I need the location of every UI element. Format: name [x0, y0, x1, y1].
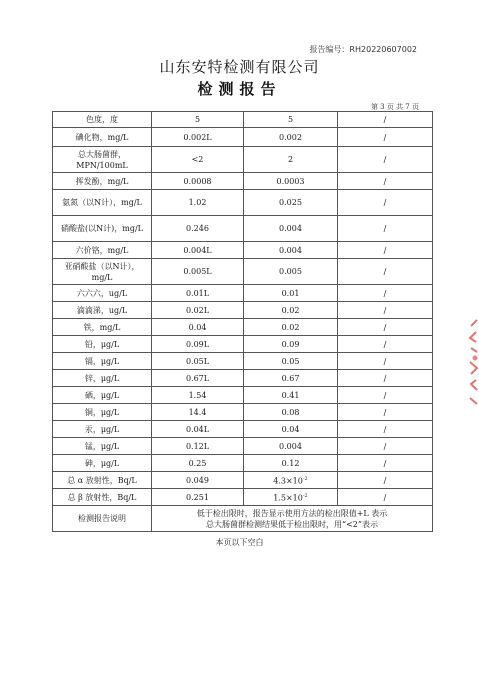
- value-cell: /: [338, 489, 433, 506]
- value-cell: 0.25: [152, 455, 244, 472]
- notes-cell: [152, 506, 433, 532]
- value-cell: /: [338, 112, 433, 128]
- value-cell: 0.09: [244, 336, 338, 353]
- seal-stamp-mark: [470, 320, 477, 404]
- company-name: 山东安特检测有限公司: [159, 58, 320, 76]
- item-cell: 锰，μg/L: [53, 438, 152, 455]
- value-cell: 0.01: [244, 285, 338, 302]
- table-row: [53, 147, 433, 173]
- value-cell: <2: [152, 147, 244, 173]
- value-cell: 0.04: [152, 319, 244, 336]
- value-exponent: -2: [302, 492, 308, 499]
- item-cell: 砷，μg/L: [53, 455, 152, 472]
- table-row: [53, 216, 433, 242]
- value-cell: 0.002: [244, 128, 338, 147]
- value-cell: 0.005L: [152, 259, 244, 285]
- value-cell: /: [338, 472, 433, 489]
- item-cell: 总 β 放射性，Bq/L: [53, 489, 152, 506]
- value-cell: /: [338, 302, 433, 319]
- value-cell: 0.67L: [152, 370, 244, 387]
- item-cell: 铁，mg/L: [53, 319, 152, 336]
- notes-line-1: 低于检出限时，报告显示使用方法的检出限值+L 表示: [196, 508, 388, 518]
- value-cell: 14.4: [152, 404, 244, 421]
- item-cell: 六价铬，mg/L: [53, 242, 152, 259]
- table-row: [53, 336, 433, 353]
- value-cell: 0.025: [244, 190, 338, 216]
- value-cell: 0.05: [244, 353, 338, 370]
- table-row: [53, 319, 433, 336]
- value-cell: 0.02: [244, 319, 338, 336]
- notes-row: [53, 506, 433, 532]
- table-row: [53, 242, 433, 259]
- value-cell: 0.09L: [152, 336, 244, 353]
- seal-stamp-edge: [467, 318, 479, 410]
- item-cell: 氨氮（以N计），mg/L: [53, 190, 152, 216]
- value-cell: 0.67: [244, 370, 338, 387]
- item-cell: 滴滴涕，ug/L: [53, 302, 152, 319]
- results-table-body: [53, 112, 433, 532]
- table-row: [53, 489, 433, 506]
- value-cell: /: [338, 387, 433, 404]
- item-cell: 亚硝酸盐（以N计），mg/L: [53, 259, 152, 285]
- value-cell: /: [338, 319, 433, 336]
- value-cell: /: [338, 336, 433, 353]
- page-indicator: 第 3 页 共 7 页: [370, 103, 419, 111]
- value-cell: /: [338, 242, 433, 259]
- table-row: [53, 455, 433, 472]
- notes-line-2: 总大肠菌群检测结果低于检出限时，用“<2”表示: [206, 519, 378, 529]
- value-cell: 0.04L: [152, 421, 244, 438]
- value-cell: /: [338, 173, 433, 190]
- value-cell: 0.0008: [152, 173, 244, 190]
- value-cell: 0.08: [244, 404, 338, 421]
- seal-stamp-dot: [473, 356, 478, 361]
- value-cell: 0.004: [244, 242, 338, 259]
- value-base: 4.3×10: [273, 476, 303, 486]
- item-cell: 碘化物，mg/L: [53, 128, 152, 147]
- table-row: [53, 173, 433, 190]
- value-cell: /: [338, 216, 433, 242]
- value-cell: 0.246: [152, 216, 244, 242]
- value-cell: 5: [152, 112, 244, 128]
- value-cell: /: [338, 421, 433, 438]
- value-cell: 2: [244, 147, 338, 173]
- table-row: [53, 285, 433, 302]
- value-cell: 0.002L: [152, 128, 244, 147]
- table-row: [53, 387, 433, 404]
- value-cell: /: [338, 455, 433, 472]
- table-row: [53, 404, 433, 421]
- value-cell: 0.04: [244, 421, 338, 438]
- value-cell: 0.251: [152, 489, 244, 506]
- item-cell: 硝酸盐(以N计)，mg/L: [53, 216, 152, 242]
- table-row: [53, 112, 433, 128]
- value-cell: [244, 489, 338, 506]
- value-cell: /: [338, 190, 433, 216]
- document-title: 检测报告: [197, 80, 282, 98]
- table-row: [53, 302, 433, 319]
- item-cell: 总大肠菌群，MPN/100mL: [53, 147, 152, 173]
- item-cell: 硒，μg/L: [53, 387, 152, 404]
- table-row: [53, 128, 433, 147]
- table-row: [53, 472, 433, 489]
- value-cell: 0.41: [244, 387, 338, 404]
- table-row: [53, 353, 433, 370]
- item-cell: 锌，μg/L: [53, 370, 152, 387]
- value-cell: /: [338, 353, 433, 370]
- item-cell: 挥发酚，mg/L: [53, 173, 152, 190]
- item-cell: 铅，μg/L: [53, 336, 152, 353]
- item-cell: 六六六，ug/L: [53, 285, 152, 302]
- value-cell: /: [338, 285, 433, 302]
- value-cell: /: [338, 438, 433, 455]
- table-row: [53, 190, 433, 216]
- value-base: 1.5×10: [273, 493, 303, 503]
- value-exponent: -2: [302, 475, 308, 482]
- value-cell: /: [338, 147, 433, 173]
- value-cell: /: [338, 370, 433, 387]
- value-cell: 1.02: [152, 190, 244, 216]
- value-cell: 0.12L: [152, 438, 244, 455]
- value-cell: 1.54: [152, 387, 244, 404]
- value-cell: 0.004: [244, 216, 338, 242]
- table-row: [53, 259, 433, 285]
- table-row: [53, 438, 433, 455]
- value-cell: /: [338, 128, 433, 147]
- item-cell: 铜，μg/L: [53, 404, 152, 421]
- item-cell: 汞，μg/L: [53, 421, 152, 438]
- table-row: [53, 421, 433, 438]
- value-cell: 0.0003: [244, 173, 338, 190]
- value-cell: 0.02: [244, 302, 338, 319]
- item-cell: 色度，度: [53, 112, 152, 128]
- value-cell: 0.02L: [152, 302, 244, 319]
- item-cell: 总 α 放射性，Bq/L: [53, 472, 152, 489]
- value-cell: 0.049: [152, 472, 244, 489]
- blank-below-notice: 本页以下空白: [215, 538, 264, 547]
- value-cell: 0.01L: [152, 285, 244, 302]
- value-cell: 0.004: [244, 438, 338, 455]
- notes-label: 检测报告说明: [53, 506, 152, 532]
- value-cell: 0.12: [244, 455, 338, 472]
- results-table: [52, 111, 433, 532]
- value-cell: /: [338, 404, 433, 421]
- value-cell: 5: [244, 112, 338, 128]
- value-cell: 0.005: [244, 259, 338, 285]
- table-row: [53, 370, 433, 387]
- report-number: 报告编号：RH20220607002: [309, 45, 417, 54]
- value-cell: /: [338, 259, 433, 285]
- item-cell: 镉，μg/L: [53, 353, 152, 370]
- value-cell: 0.004L: [152, 242, 244, 259]
- value-cell: 0.05L: [152, 353, 244, 370]
- value-cell: [244, 472, 338, 489]
